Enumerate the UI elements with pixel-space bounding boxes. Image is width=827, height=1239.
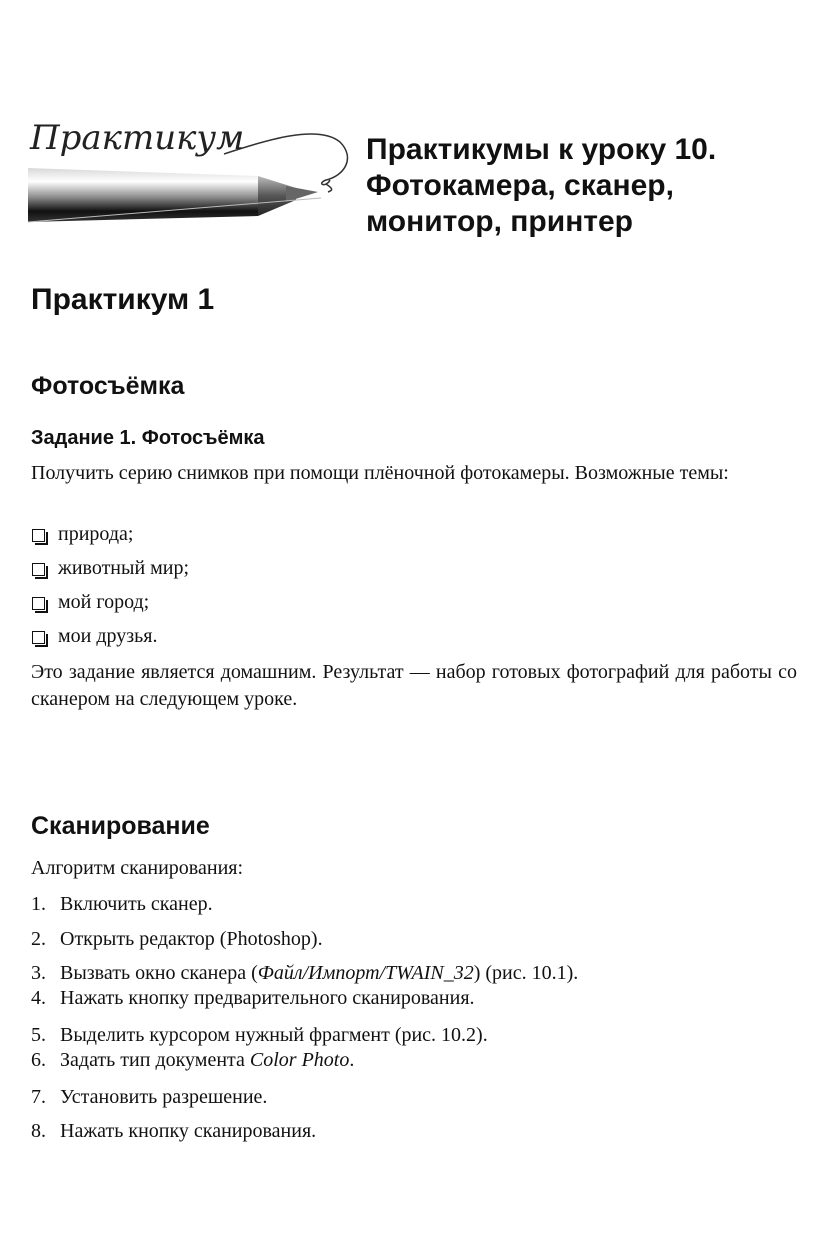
step-text-part: Задать тип документа bbox=[60, 1049, 250, 1071]
step-text: Нажать кнопку сканирования. bbox=[60, 1120, 317, 1142]
checkbox-bullet-icon bbox=[32, 631, 45, 644]
step-text bbox=[60, 960, 578, 985]
lesson-title bbox=[366, 132, 806, 240]
document-type: Color Photo bbox=[249, 1049, 350, 1071]
themes-list bbox=[31, 521, 189, 657]
step-text-part: ) (рис. 10.1). bbox=[473, 962, 579, 984]
step-number: 5. bbox=[31, 1024, 46, 1046]
section-title: Практикум 1 bbox=[31, 283, 215, 316]
logo-lettering: Практикум bbox=[30, 118, 245, 158]
task-intro: Получить серию снимков при помощи плёночной фотокамеры. Возможные темы: bbox=[31, 462, 729, 484]
list-item bbox=[31, 926, 578, 960]
list-item-text: мой город; bbox=[58, 591, 150, 613]
list-item-text: животный мир; bbox=[58, 557, 190, 579]
checkbox-bullet-icon bbox=[32, 597, 45, 610]
step-number: 6. bbox=[31, 1049, 46, 1071]
list-item bbox=[31, 1118, 578, 1148]
checkbox-bullet-icon bbox=[32, 529, 45, 542]
lesson-title-line: монитор, принтер bbox=[366, 205, 634, 238]
step-number: 1. bbox=[31, 893, 46, 915]
list-item bbox=[31, 555, 189, 589]
step-text-part: . bbox=[349, 1049, 355, 1071]
list-item bbox=[31, 960, 578, 985]
scan-intro: Алгоритм сканирования: bbox=[31, 857, 244, 879]
list-item bbox=[31, 1084, 578, 1118]
menu-path: Файл/Импорт/TWAIN_32 bbox=[257, 962, 474, 984]
list-item bbox=[31, 985, 578, 1022]
step-number: 4. bbox=[31, 987, 46, 1009]
step-number: 2. bbox=[31, 928, 46, 950]
step-text: Включить сканер. bbox=[60, 893, 213, 915]
task-note: Это задание является домашним. Результат — набор готовых фотографий для работы со сканером на следующем уроке. bbox=[31, 661, 797, 710]
list-item bbox=[31, 891, 578, 926]
lesson-title-line: Практикумы к уроку 10. bbox=[366, 133, 717, 166]
step-number: 3. bbox=[31, 962, 46, 984]
praktikum-logo bbox=[26, 118, 356, 228]
step-text: Выделить курсором нужный фрагмент (рис. 10.2). bbox=[60, 1024, 488, 1046]
step-text-part: Вызвать окно сканера ( bbox=[60, 962, 258, 984]
list-item-text: мои друзья. bbox=[58, 625, 158, 647]
step-number: 8. bbox=[31, 1120, 46, 1142]
list-item bbox=[31, 521, 189, 555]
step-number: 7. bbox=[31, 1086, 46, 1108]
list-item bbox=[31, 1047, 578, 1084]
step-text bbox=[60, 1047, 354, 1084]
scan-steps bbox=[31, 891, 578, 1148]
list-item-text: природа; bbox=[58, 523, 134, 545]
step-text: Открыть редактор (Photoshop). bbox=[60, 928, 323, 950]
task-title: Задание 1. Фотосъёмка bbox=[31, 427, 265, 449]
lesson-title-line: Фотокамера, сканер, bbox=[366, 169, 674, 202]
step-text: Установить разрешение. bbox=[60, 1086, 268, 1108]
scan-heading: Сканирование bbox=[31, 812, 210, 840]
list-item bbox=[31, 623, 189, 657]
step-text: Нажать кнопку предварительного сканирования. bbox=[60, 987, 475, 1009]
checkbox-bullet-icon bbox=[32, 563, 45, 576]
list-item bbox=[31, 1022, 578, 1047]
photo-heading: Фотосъёмка bbox=[31, 372, 185, 400]
list-item bbox=[31, 589, 189, 623]
